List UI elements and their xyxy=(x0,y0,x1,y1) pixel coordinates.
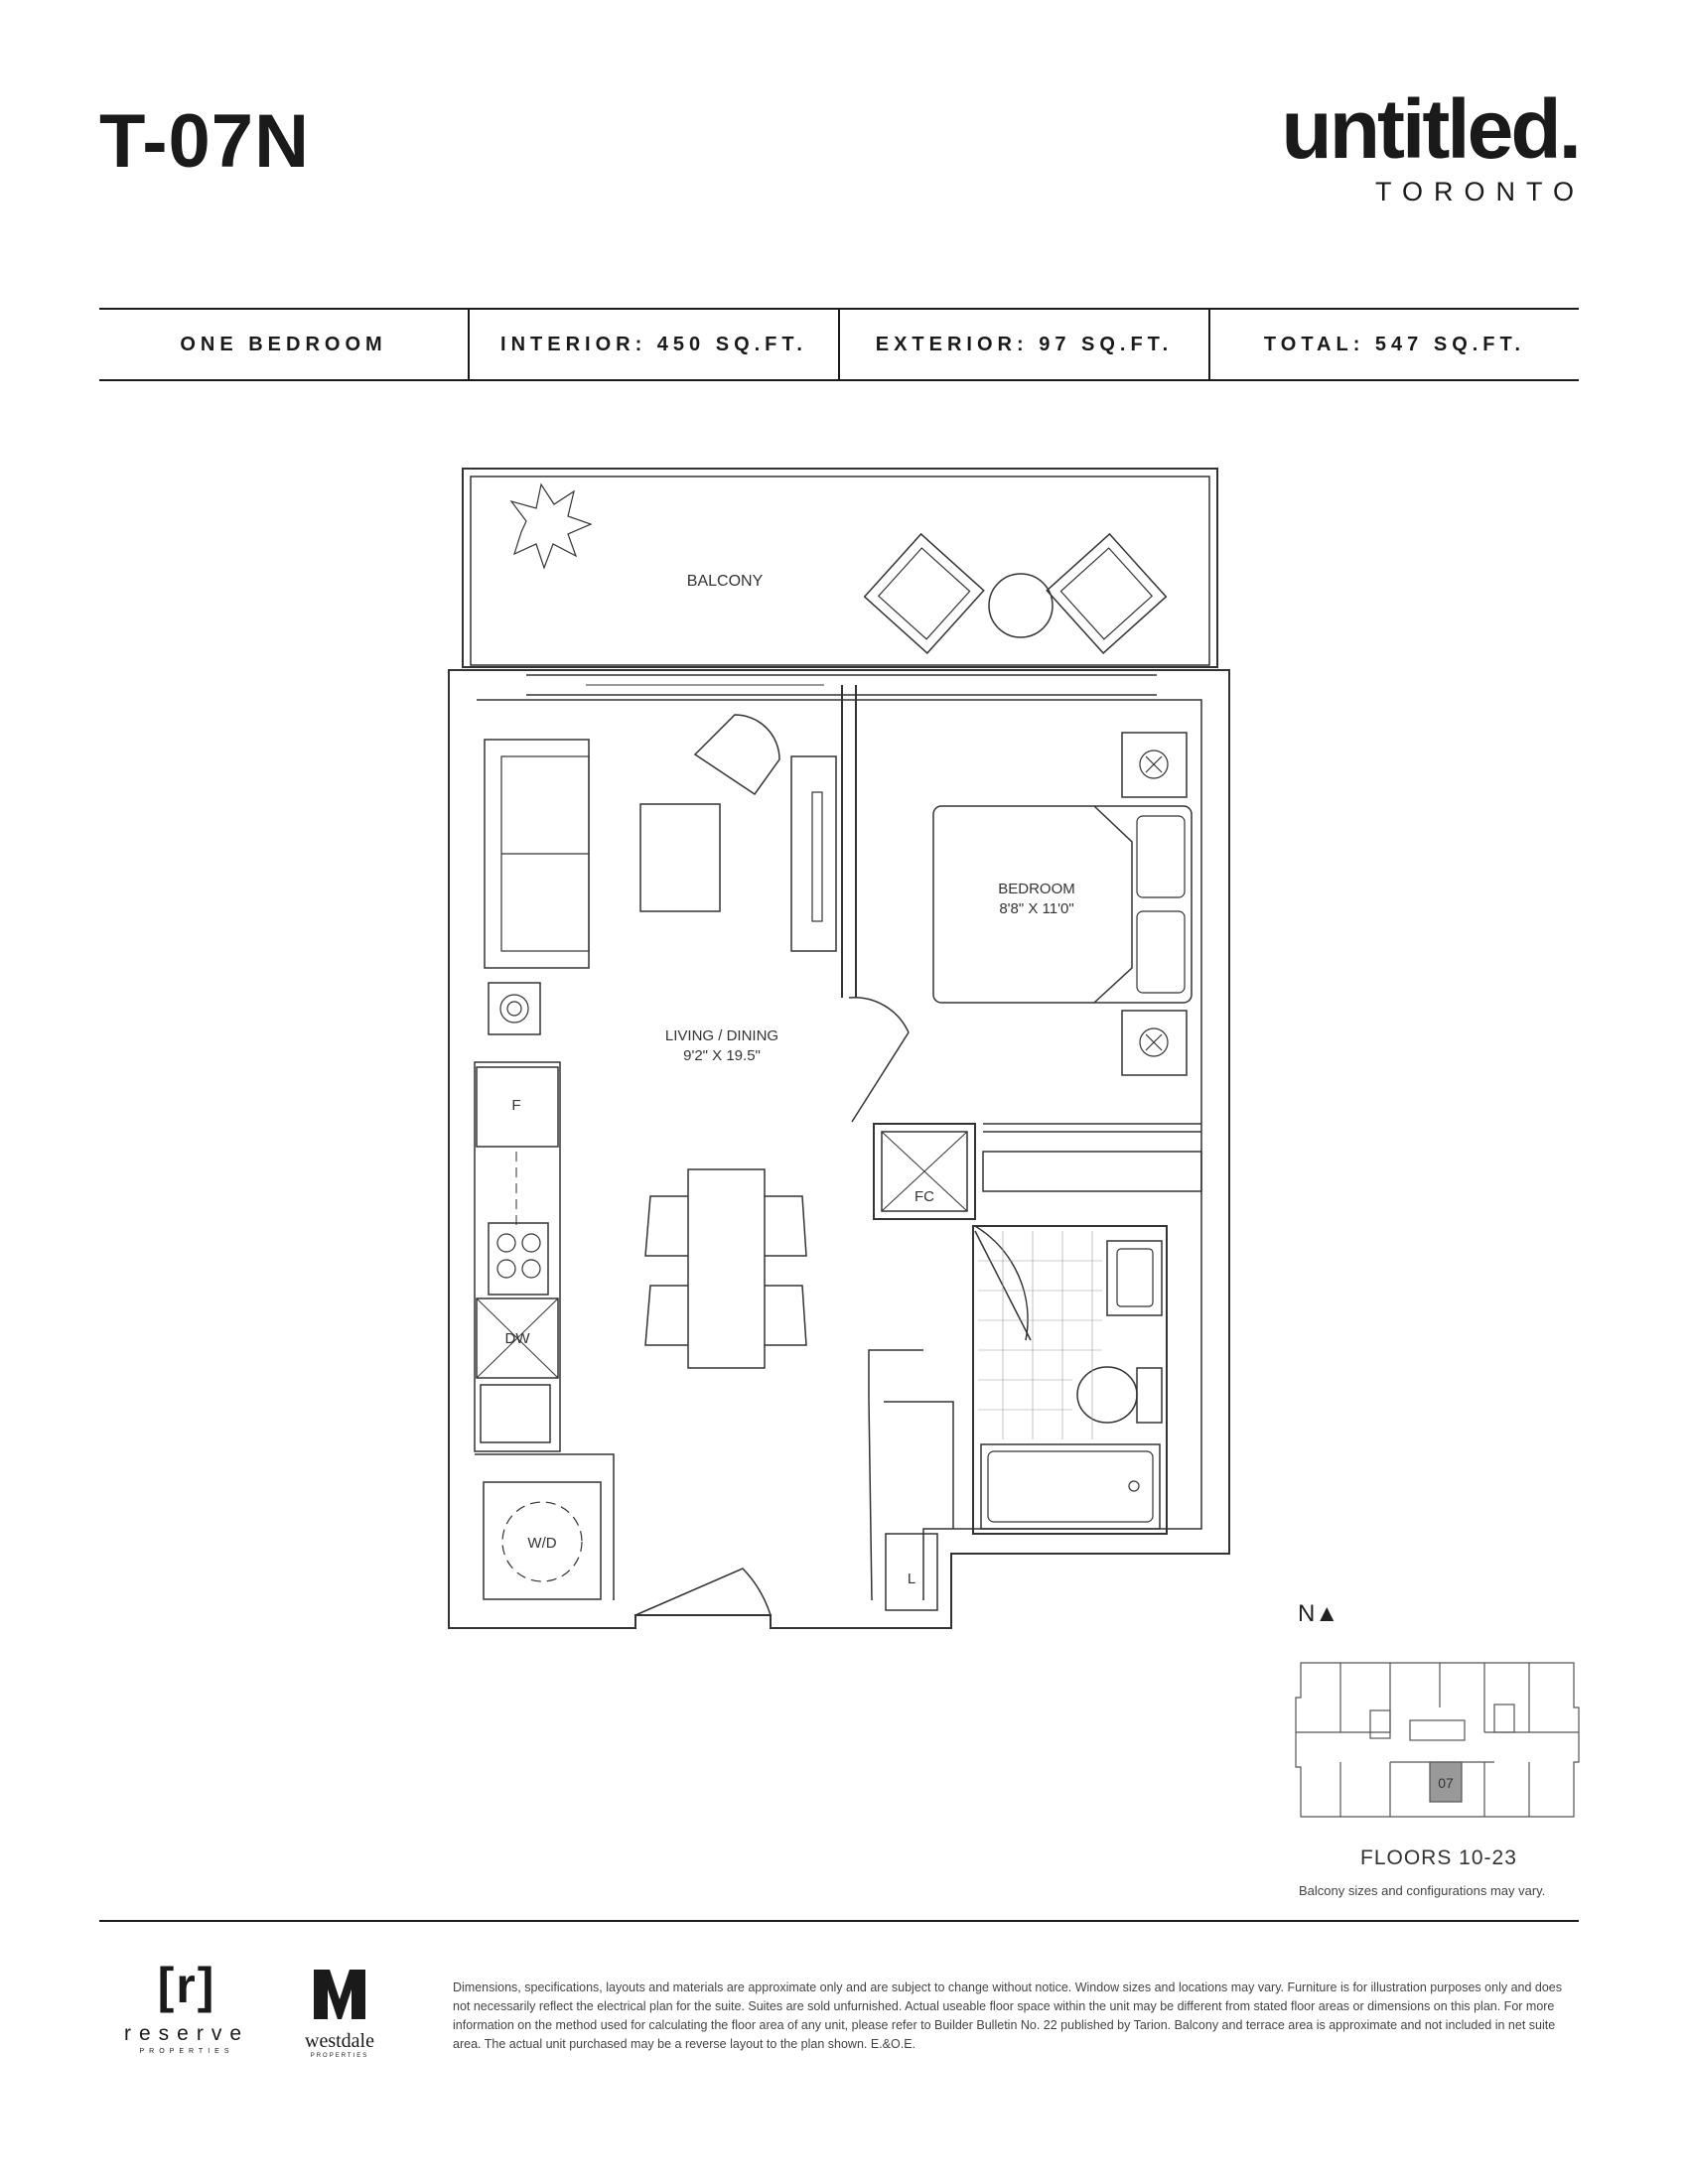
balcony-chair xyxy=(1047,534,1166,653)
reserve-name: reserve xyxy=(123,2022,250,2045)
balcony-inner xyxy=(471,477,1209,665)
spec-exterior: EXTERIOR: 97 SQ.FT. xyxy=(838,310,1208,379)
spec-total: TOTAL: 547 SQ.FT. xyxy=(1208,310,1579,379)
westdale-logo xyxy=(290,1966,389,2059)
westdale-name: westdale xyxy=(305,2030,374,2052)
fridge-label: F xyxy=(511,1097,521,1114)
dishwasher-label: DW xyxy=(504,1330,530,1347)
reserve-logo xyxy=(117,1958,256,2055)
kitchen-counter xyxy=(475,1062,560,1451)
balcony-plant xyxy=(511,484,591,568)
balcony-table xyxy=(989,574,1053,637)
disclaimer: Dimensions, specifications, layouts and materials are approximate only and are subject to change without notice. Window sizes and locations may vary. Furniture is for illustration purposes only and does not necessarily reflect the electrical plan for the suite. Suites are sold unfurnished. Actual useable floor space within the unit may be different from stated floor areas or dimensions on this plan. For more information on the method used for calculating the floor area of any unit, please refer to Builder Bulletin No. 22 published by Tarion. Balcony and terrace area is approximate and not included in net suite area. The actual unit purchased may be a reverse layout to the plan shown. E.&O.E. xyxy=(453,1980,1562,2051)
reserve-sub: PROPERTIES xyxy=(139,2048,234,2055)
westdale-sub: PROPERTIES xyxy=(310,2053,369,2059)
toilet xyxy=(1077,1367,1137,1423)
bathroom-sink xyxy=(1107,1241,1162,1315)
unit-code: T-07N xyxy=(99,99,310,184)
key-plan xyxy=(1281,1653,1599,1842)
dining-table xyxy=(688,1169,765,1368)
kitchen-sink xyxy=(481,1385,550,1442)
linen-label: L xyxy=(907,1570,916,1587)
spec-unit-type: ONE BEDROOM xyxy=(180,333,387,355)
coffee-table xyxy=(640,804,720,911)
washer-dryer-label: W/D xyxy=(527,1535,557,1552)
north-indicator: N▲ xyxy=(1298,1600,1339,1627)
floors-label: FLOORS 10-23 xyxy=(1360,1846,1517,1869)
footer-divider xyxy=(99,1920,1579,1922)
spec-interior: INTERIOR: 450 SQ.FT. xyxy=(468,310,838,379)
brand-city: TORONTO xyxy=(1374,177,1585,206)
living-dimensions: 9'2" X 19.5" xyxy=(683,1047,761,1064)
balcony-outline xyxy=(463,469,1217,667)
westdale-icon xyxy=(310,1966,369,2023)
bedroom-partition xyxy=(842,685,856,998)
brand-name: untitled. xyxy=(1281,82,1579,176)
cooktop xyxy=(489,1223,548,1295)
balcony-chair xyxy=(865,534,984,653)
unit-outer-wall xyxy=(449,670,1229,1628)
bedroom-dimensions: 8'8" X 11'0" xyxy=(999,900,1074,917)
key-plan-unit-label: 07 xyxy=(1438,1775,1454,1791)
armchair xyxy=(695,715,779,794)
reserve-mark: [r] xyxy=(157,1958,216,2013)
bedroom-label: BEDROOM xyxy=(998,881,1075,897)
unit-inner-wall xyxy=(477,700,1201,1600)
balcony-note: Balcony sizes and configurations may vary. xyxy=(1299,1883,1546,1898)
coat-closet-label: FC xyxy=(914,1188,934,1205)
bathtub xyxy=(981,1444,1160,1529)
living-label: LIVING / DINING xyxy=(664,1027,779,1044)
balcony-label: BALCONY xyxy=(686,573,764,590)
